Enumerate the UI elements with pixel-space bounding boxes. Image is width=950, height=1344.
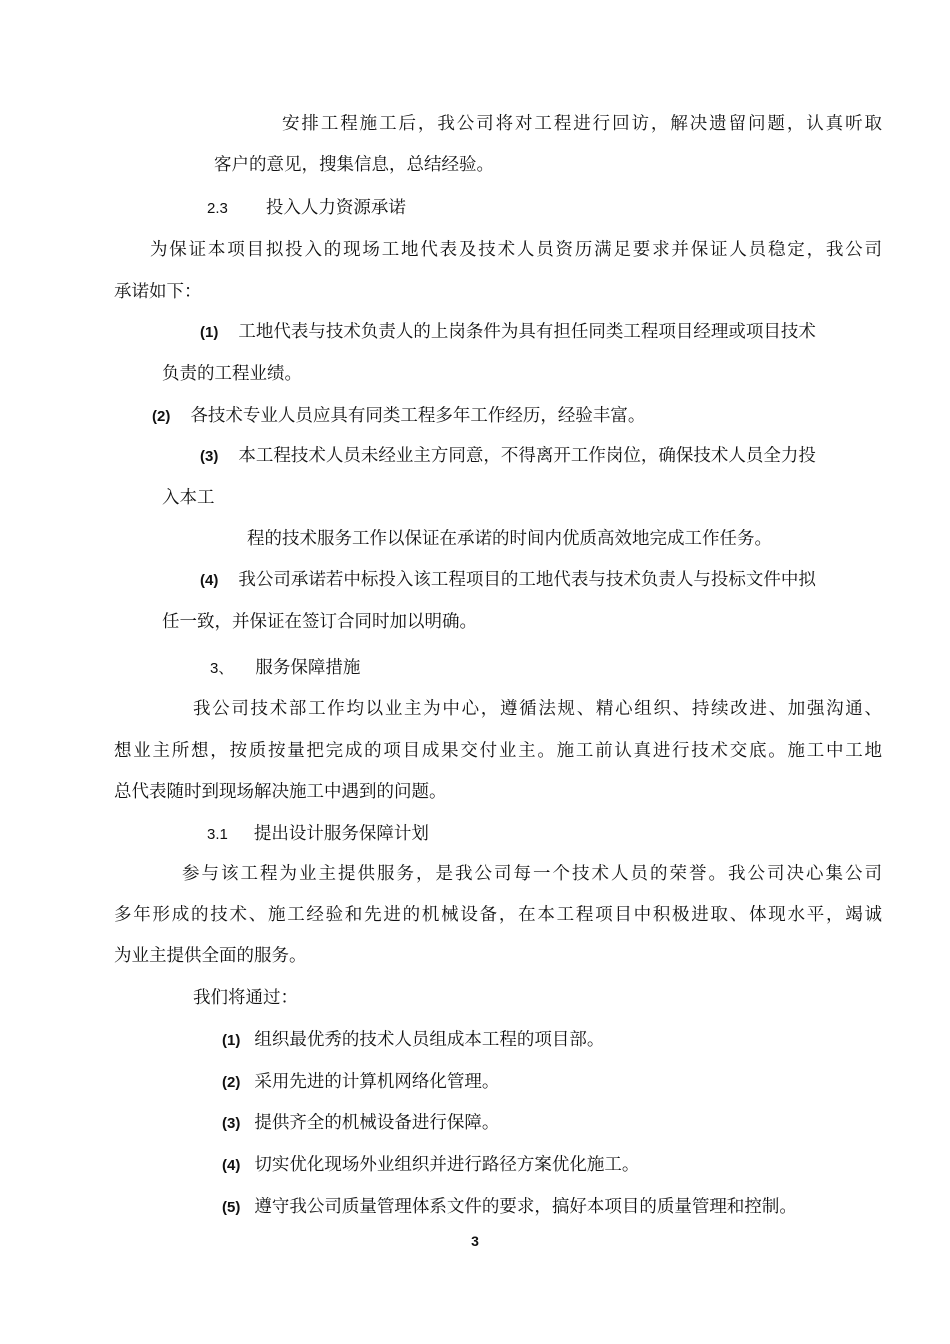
- section-heading-2-3: [207, 196, 406, 221]
- paragraph-line: 为保证本项目拟投入的现场工地代表及技术人员资历满足要求并保证人员稳定，我公司: [150, 240, 882, 260]
- paragraph-line: 程的技术服务工作以保证在承诺的时间内优质高效地完成工作任务。: [247, 529, 772, 549]
- list-item: [200, 568, 816, 593]
- list-item: [222, 1153, 639, 1178]
- list-text: 提供齐全的机械设备进行保障。: [254, 1113, 500, 1133]
- paragraph-line: 入本工: [162, 488, 215, 508]
- list-number: (4): [200, 572, 219, 589]
- list-number: (1): [222, 1032, 241, 1049]
- list-number: (3): [222, 1115, 241, 1132]
- list-text: 我公司承诺若中标投入该工程项目的工地代表与技术负责人与投标文件中拟: [238, 570, 816, 590]
- list-item: [222, 1111, 499, 1136]
- list-number: (4): [222, 1157, 241, 1174]
- section-number: 3、: [210, 660, 234, 677]
- section-heading-3: [210, 656, 360, 681]
- paragraph-line: 安排工程施工后，我公司将对工程进行回访，解决遗留问题，认真听取: [282, 114, 882, 134]
- list-item: [222, 1070, 499, 1095]
- section-heading-3-1: [207, 822, 429, 847]
- list-text: 工地代表与技术负责人的上岗条件为具有担任同类工程项目经理或项目技术: [238, 322, 816, 342]
- list-text: 采用先进的计算机网络化管理。: [254, 1072, 500, 1092]
- paragraph-line: 负责的工程业绩。: [162, 364, 302, 384]
- list-text: 各技术专业人员应具有同类工程多年工作经历，经验丰富。: [190, 406, 646, 426]
- paragraph-line: 客户的意见，搜集信息，总结经验。: [214, 155, 494, 175]
- paragraph-line: 为业主提供全面的服务。: [114, 946, 307, 966]
- list-number: (1): [200, 324, 219, 341]
- paragraph-line: 承诺如下：: [114, 282, 202, 302]
- section-title: 投入人力资源承诺: [265, 198, 406, 218]
- paragraph-line: 多年形成的技术、施工经验和先进的机械设备，在本工程项目中积极进取、体现水平，竭诚: [114, 905, 882, 925]
- list-number: (5): [222, 1199, 241, 1216]
- list-item: [222, 1028, 604, 1053]
- paragraph-line: 我公司技术部工作均以业主为中心，遵循法规、精心组织、持续改进、加强沟通、: [193, 699, 882, 719]
- paragraph-line: 想业主所想，按质按量把完成的项目成果交付业主。施工前认真进行技术交底。施工中工地: [114, 741, 882, 761]
- section-title: 提出设计服务保障计划: [253, 824, 429, 844]
- list-item: [200, 320, 882, 345]
- list-item: [152, 404, 645, 429]
- list-text: 切实优化现场外业组织并进行路径方案优化施工。: [254, 1155, 640, 1175]
- list-text: 组织最优秀的技术人员组成本工程的项目部。: [254, 1030, 605, 1050]
- paragraph-line: 参与该工程为业主提供服务，是我公司每一个技术人员的荣誉。我公司决心集公司: [182, 864, 882, 884]
- paragraph-line: 总代表随时到现场解决施工中遇到的问题。: [114, 782, 447, 802]
- list-number: (2): [152, 408, 171, 425]
- list-item: [222, 1195, 797, 1220]
- list-item: [200, 444, 816, 469]
- section-number: 3.1: [207, 826, 228, 843]
- section-title: 服务保障措施: [255, 658, 361, 678]
- list-text: 本工程技术人员未经业主方同意，不得离开工作岗位，确保技术人员全力投: [238, 446, 816, 466]
- list-number: (2): [222, 1074, 241, 1091]
- list-number: (3): [200, 448, 219, 465]
- page-number: 3: [471, 1233, 479, 1249]
- section-number: 2.3: [207, 200, 228, 217]
- paragraph-line: 我们将通过：: [193, 988, 298, 1008]
- paragraph-line: 任一致，并保证在签订合同时加以明确。: [162, 612, 477, 632]
- list-text: 遵守我公司质量管理体系文件的要求，搞好本项目的质量管理和控制。: [254, 1197, 797, 1217]
